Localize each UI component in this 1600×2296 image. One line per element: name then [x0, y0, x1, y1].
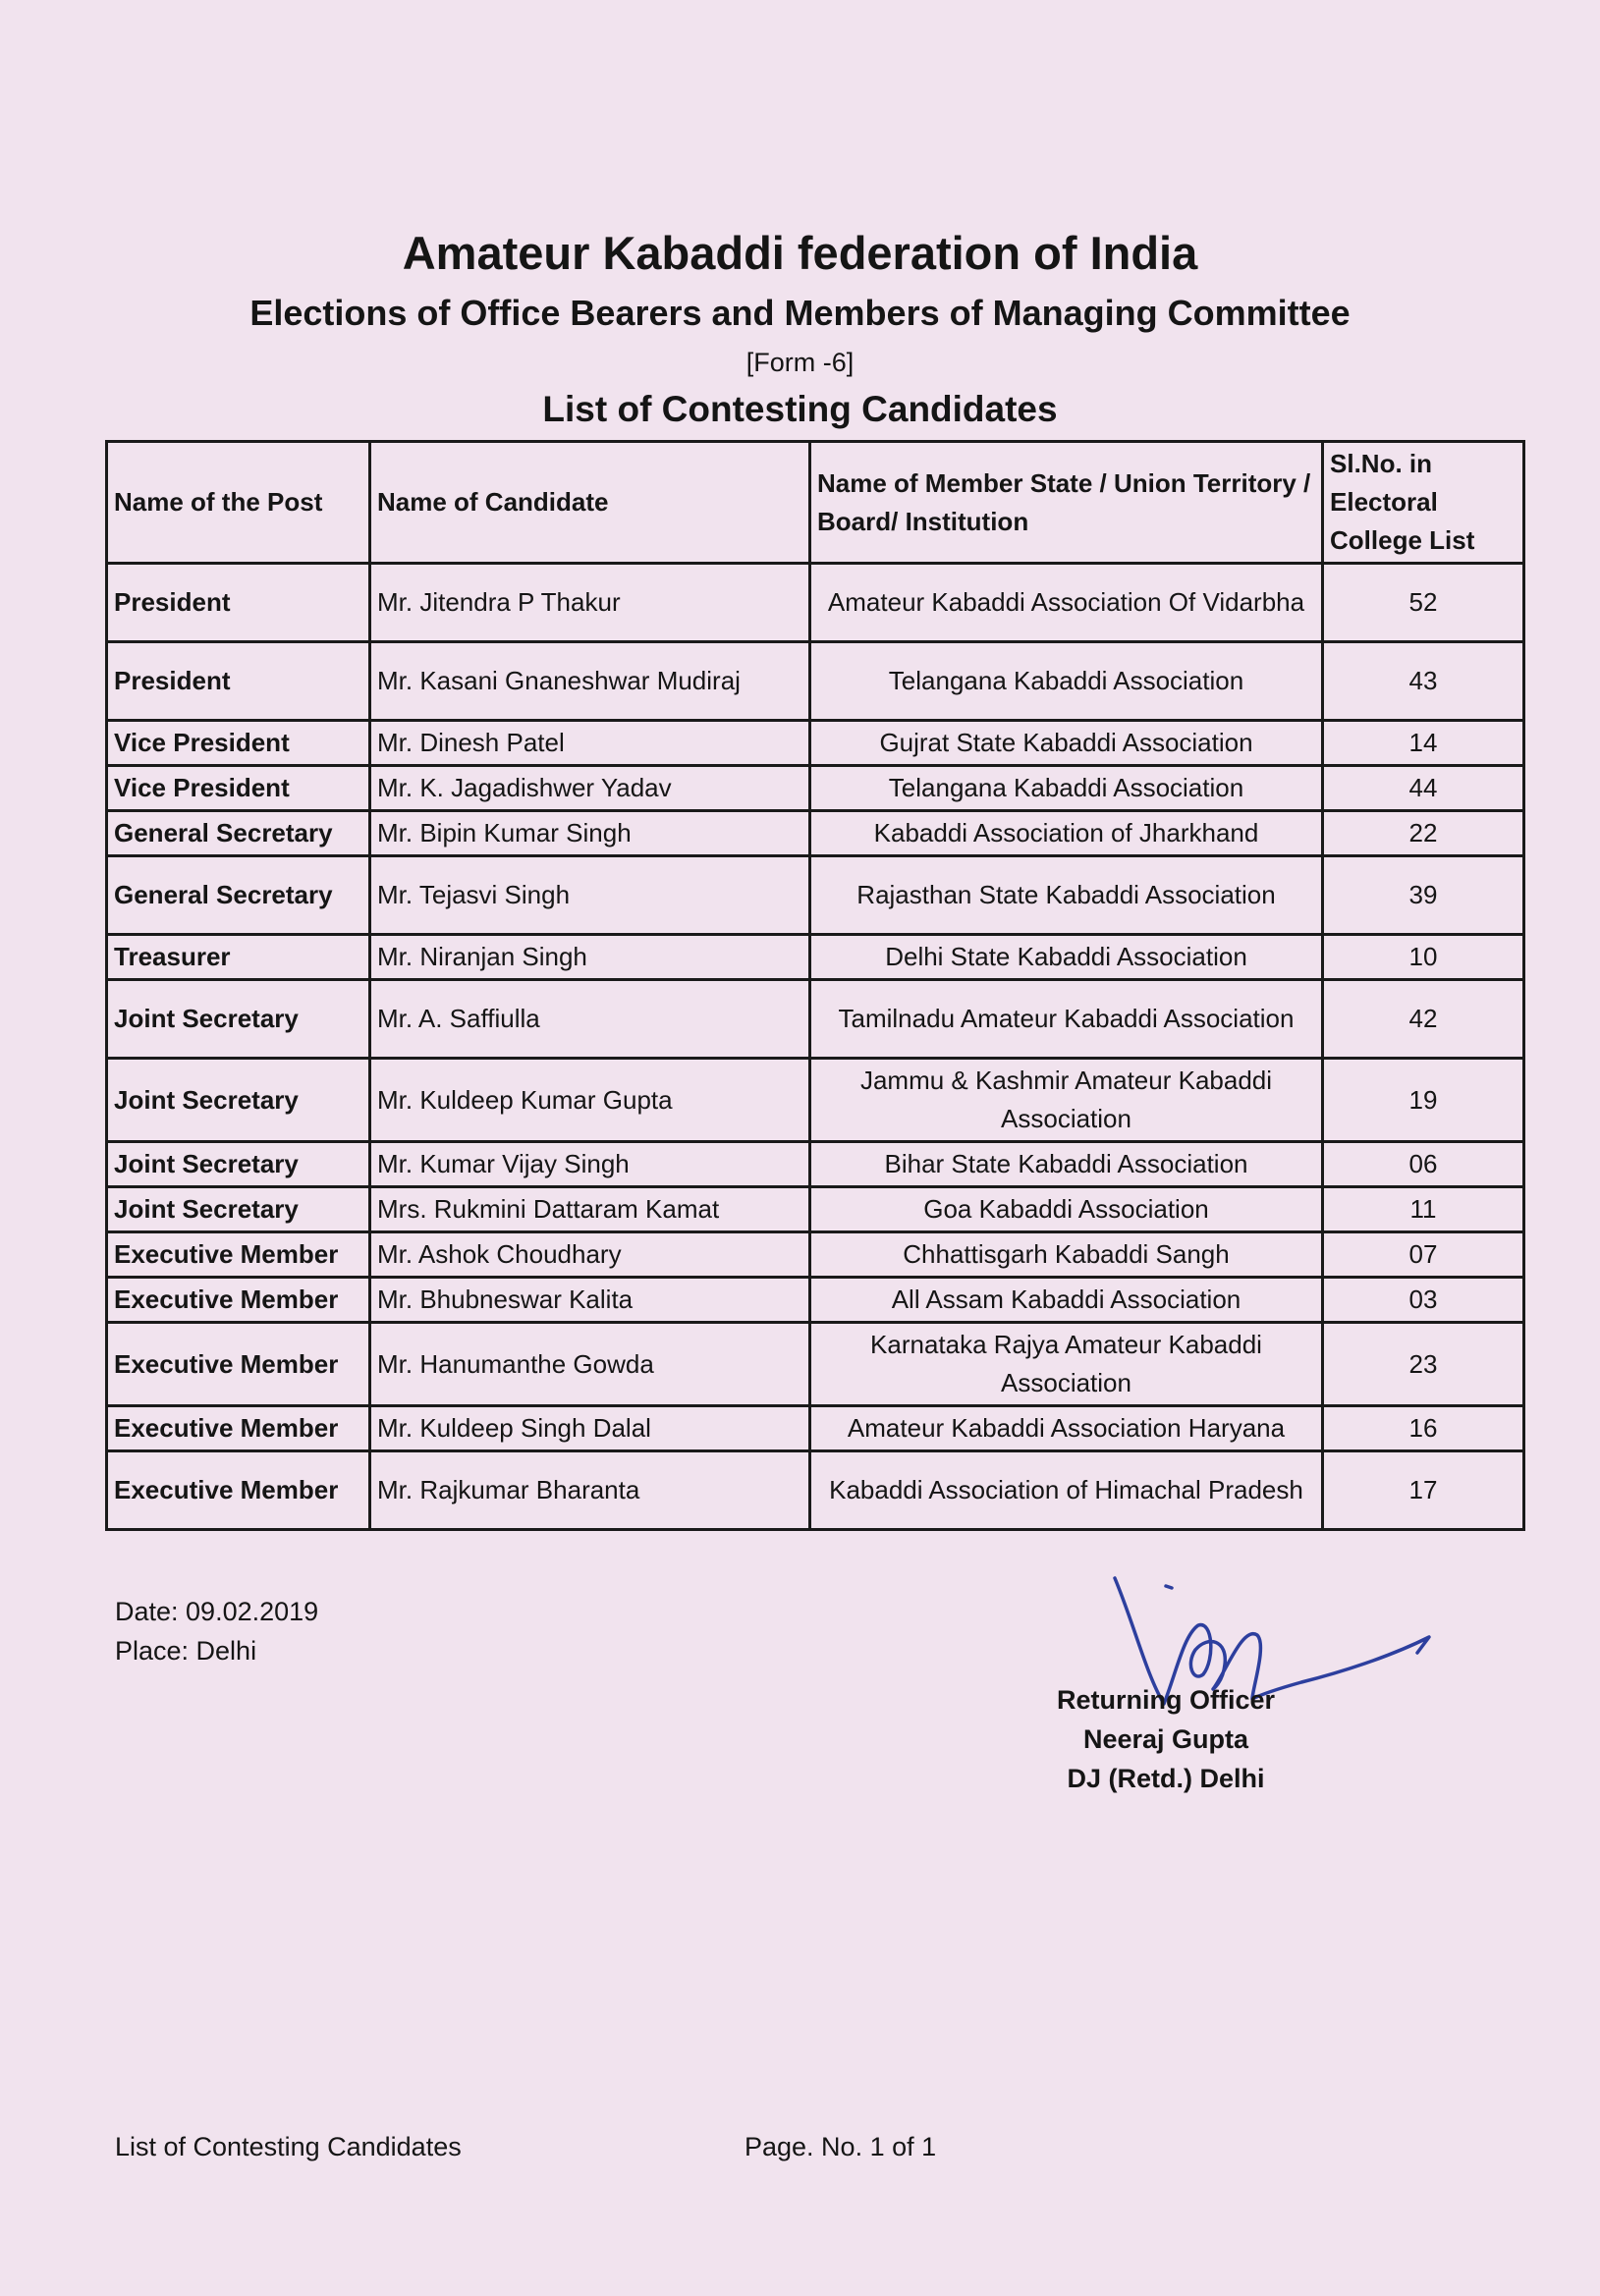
form-number: [Form -6]: [745, 348, 855, 377]
state-cell: Amateur Kabaddi Association Haryana: [810, 1406, 1323, 1451]
post-cell: Vice President: [107, 721, 370, 766]
table-body: [107, 564, 1524, 1530]
post-cell: Vice President: [107, 766, 370, 811]
state-cell: Goa Kabaddi Association: [810, 1187, 1323, 1232]
sl-no-cell: 14: [1323, 721, 1524, 766]
sl-no-cell: 39: [1323, 856, 1524, 935]
sl-no-cell: 16: [1323, 1406, 1524, 1451]
table-row: [107, 721, 1524, 766]
header-candidate: Name of Candidate: [370, 442, 810, 564]
sl-no-cell: 42: [1323, 980, 1524, 1059]
candidate-cell: Mr. Ashok Choudhary: [370, 1232, 810, 1278]
candidate-cell: Mr. Hanumanthe Gowda: [370, 1323, 810, 1406]
post-cell: Executive Member: [107, 1451, 370, 1530]
candidate-cell: Mr. K. Jagadishwer Yadav: [370, 766, 810, 811]
table-row: [107, 1059, 1524, 1142]
header-post: Name of the Post: [107, 442, 370, 564]
state-cell: Amateur Kabaddi Association Of Vidarbha: [810, 564, 1323, 642]
candidate-cell: Mr. Kuldeep Kumar Gupta: [370, 1059, 810, 1142]
post-cell: General Secretary: [107, 811, 370, 856]
state-cell: Tamilnadu Amateur Kabaddi Association: [810, 980, 1323, 1059]
candidate-cell: Mr. Bhubneswar Kalita: [370, 1278, 810, 1323]
table-row: [107, 856, 1524, 935]
sl-no-cell: 52: [1323, 564, 1524, 642]
sl-no-cell: 44: [1323, 766, 1524, 811]
candidate-cell: Mr. Tejasvi Singh: [370, 856, 810, 935]
state-cell: Telangana Kabaddi Association: [810, 642, 1323, 721]
sl-no-cell: 11: [1323, 1187, 1524, 1232]
state-cell: All Assam Kabaddi Association: [810, 1278, 1323, 1323]
header-state: Name of Member State / Union Territory / Board/ Institution: [810, 442, 1323, 564]
candidate-cell: Mr. Rajkumar Bharanta: [370, 1451, 810, 1530]
state-cell: Chhattisgarh Kabaddi Sangh: [810, 1232, 1323, 1278]
candidates-table: [105, 440, 1525, 1531]
post-cell: Executive Member: [107, 1278, 370, 1323]
date-line: Date: 09.02.2019: [115, 1597, 319, 1626]
document-title: Amateur Kabaddi federation of India: [402, 227, 1198, 279]
table-row: [107, 811, 1524, 856]
table-row: [107, 935, 1524, 980]
table-row: [107, 1232, 1524, 1278]
header-sl-no: Sl.No. in Electoral College List: [1323, 442, 1524, 564]
post-cell: President: [107, 642, 370, 721]
sl-no-cell: 22: [1323, 811, 1524, 856]
table-row: [107, 766, 1524, 811]
candidate-cell: Mr. A. Saffiulla: [370, 980, 810, 1059]
post-cell: Joint Secretary: [107, 980, 370, 1059]
sl-no-cell: 17: [1323, 1451, 1524, 1530]
state-cell: Kabaddi Association of Himachal Pradesh: [810, 1451, 1323, 1530]
officer-designation: DJ (Retd.) Delhi: [1067, 1764, 1265, 1793]
footer-page-number: Page. No. 1 of 1: [745, 2132, 937, 2161]
signature-dot: [1166, 1586, 1172, 1588]
post-cell: General Secretary: [107, 856, 370, 935]
state-cell: Delhi State Kabaddi Association: [810, 935, 1323, 980]
candidate-cell: Mr. Kasani Gnaneshwar Mudiraj: [370, 642, 810, 721]
table-row: [107, 1406, 1524, 1451]
post-cell: Joint Secretary: [107, 1059, 370, 1142]
post-cell: Executive Member: [107, 1323, 370, 1406]
table-row: [107, 980, 1524, 1059]
table-row: [107, 1451, 1524, 1530]
candidate-cell: Mr. Kuldeep Singh Dalal: [370, 1406, 810, 1451]
candidate-cell: Mr. Bipin Kumar Singh: [370, 811, 810, 856]
place-line: Place: Delhi: [115, 1636, 257, 1666]
post-cell: Treasurer: [107, 935, 370, 980]
candidate-cell: Mr. Jitendra P Thakur: [370, 564, 810, 642]
table-row: [107, 564, 1524, 642]
officer-role: Returning Officer: [1056, 1685, 1275, 1715]
sl-no-cell: 19: [1323, 1059, 1524, 1142]
candidate-cell: Mr. Dinesh Patel: [370, 721, 810, 766]
post-cell: President: [107, 564, 370, 642]
table-row: [107, 1187, 1524, 1232]
state-cell: Rajasthan State Kabaddi Association: [810, 856, 1323, 935]
post-cell: Executive Member: [107, 1406, 370, 1451]
table-row: [107, 642, 1524, 721]
candidate-cell: Mr. Niranjan Singh: [370, 935, 810, 980]
state-cell: Karnataka Rajya Amateur Kabaddi Association: [810, 1323, 1323, 1406]
state-cell: Telangana Kabaddi Association: [810, 766, 1323, 811]
state-cell: Jammu & Kashmir Amateur Kabaddi Association: [810, 1059, 1323, 1142]
sl-no-cell: 03: [1323, 1278, 1524, 1323]
candidate-cell: Mrs. Rukmini Dattaram Kamat: [370, 1187, 810, 1232]
sl-no-cell: 06: [1323, 1142, 1524, 1187]
state-cell: Kabaddi Association of Jharkhand: [810, 811, 1323, 856]
table-header-row: [107, 442, 1524, 564]
table-row: [107, 1323, 1524, 1406]
post-cell: Joint Secretary: [107, 1187, 370, 1232]
post-cell: Executive Member: [107, 1232, 370, 1278]
document-subtitle: Elections of Office Bearers and Members of Managing Committee: [249, 293, 1351, 333]
state-cell: Bihar State Kabaddi Association: [810, 1142, 1323, 1187]
list-title: List of Contesting Candidates: [542, 389, 1058, 429]
sl-no-cell: 07: [1323, 1232, 1524, 1278]
post-cell: Joint Secretary: [107, 1142, 370, 1187]
state-cell: Gujrat State Kabaddi Association: [810, 721, 1323, 766]
candidate-cell: Mr. Kumar Vijay Singh: [370, 1142, 810, 1187]
table-row: [107, 1278, 1524, 1323]
sl-no-cell: 23: [1323, 1323, 1524, 1406]
officer-name: Neeraj Gupta: [1082, 1724, 1249, 1754]
sl-no-cell: 10: [1323, 935, 1524, 980]
footer-document-label: List of Contesting Candidates: [115, 2132, 462, 2161]
table-row: [107, 1142, 1524, 1187]
sl-no-cell: 43: [1323, 642, 1524, 721]
